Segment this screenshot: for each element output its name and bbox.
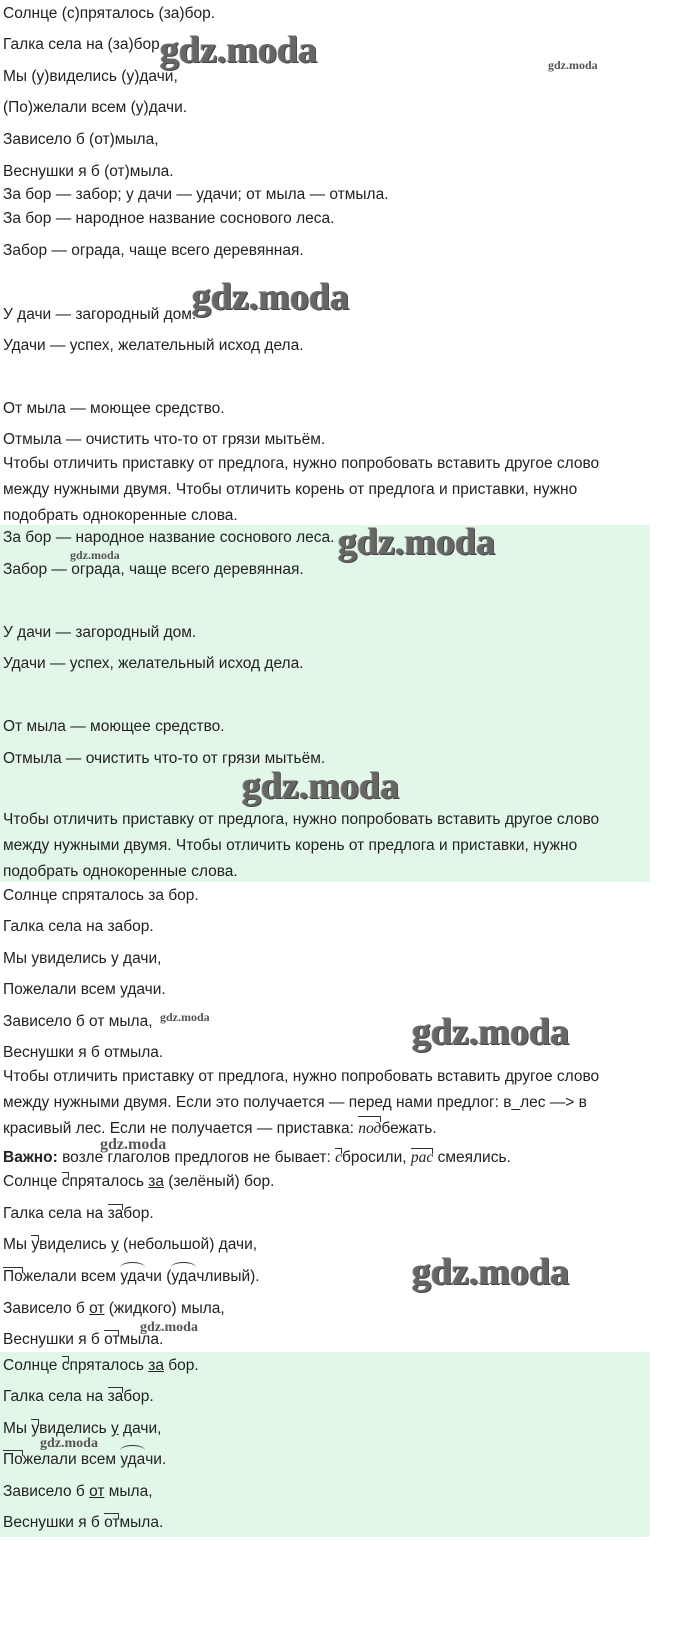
preposition-underline: за bbox=[148, 1357, 164, 1374]
parsed-line: Галка села на забор. bbox=[3, 1388, 154, 1405]
prefix-mark: от bbox=[104, 1514, 120, 1531]
text-line: Зависело б от мыла, bbox=[3, 1013, 153, 1030]
text-line: У дачи — загородный дом. bbox=[3, 306, 197, 323]
text-line: За бор — народное название соснового леса. bbox=[3, 529, 335, 546]
watermark-logo: gdz.moda bbox=[242, 765, 400, 807]
text-line: Солнце (с)пряталось (за)бор. bbox=[3, 5, 216, 22]
text-line: (По)желали всем (у)дачи. bbox=[3, 99, 188, 116]
watermark-logo: gdz.moda bbox=[412, 1011, 570, 1053]
word-part: смеялись. bbox=[437, 1149, 511, 1166]
preposition-underline: от bbox=[89, 1300, 105, 1317]
parsed-line: Пожелали всем удачи (удачливый). bbox=[3, 1268, 260, 1285]
prefix-mark: По bbox=[3, 1268, 23, 1285]
answer-3 bbox=[0, 882, 680, 1352]
root-mark: уда bbox=[120, 1451, 146, 1468]
watermark-logo: gdz.moda bbox=[412, 1251, 570, 1293]
preposition-underline: за bbox=[148, 1173, 164, 1190]
paragraph-text: Чтобы отличить приставку от предлога, нужно попробовать вставить другое слово между нужными двумя. Если это получается — перед нами предлог: в_лес —> в красивый лес. Если не получается — приставка: bbox=[3, 1068, 600, 1137]
rule-paragraph: Чтобы отличить приставку от предлога, нужно попробовать вставить другое слово между нужными двумя. Чтобы отличить корень от предлога и приставки, нужно подобрать однокоренные слова. bbox=[3, 811, 600, 880]
important-text: возле глаголов предлогов не бывает: bbox=[62, 1149, 331, 1166]
prefix-mark: за bbox=[107, 1388, 124, 1405]
prefix-mark: под bbox=[358, 1116, 381, 1142]
answer-1 bbox=[0, 185, 680, 525]
watermark-logo: gdz.moda bbox=[160, 1010, 210, 1024]
parsed-line: Мы увиделись у (небольшой) дачи, bbox=[3, 1236, 258, 1253]
text-line: Веснушки я б отмыла. bbox=[3, 1044, 164, 1061]
watermark-logo: gdz.moda bbox=[192, 276, 350, 318]
watermark-logo: gdz.moda bbox=[160, 29, 318, 71]
parsed-line: Солнце спряталось за (зелёный) бор. bbox=[3, 1173, 275, 1190]
paragraph-end: бежать. bbox=[381, 1120, 437, 1137]
text-line: От мыла — моющее средство. bbox=[3, 400, 225, 417]
watermark-logo: gdz.moda bbox=[100, 1136, 167, 1153]
word-part: бросили, bbox=[342, 1149, 407, 1166]
parsed-line: Галка села на забор. bbox=[3, 1205, 154, 1222]
text-line: Зависело б (от)мыла, bbox=[3, 131, 159, 148]
rule-paragraph bbox=[3, 1064, 643, 1142]
preposition-underline: от bbox=[89, 1483, 105, 1500]
parsed-line: Зависело б от (жидкого) мыла, bbox=[3, 1300, 225, 1317]
watermark-logo: gdz.moda bbox=[338, 521, 496, 563]
text-line: У дачи — загородный дом. bbox=[3, 624, 197, 641]
parsed-line: Пожелали всем удачи. bbox=[3, 1451, 167, 1468]
prefix-mark: от bbox=[104, 1331, 120, 1348]
watermark-logo: gdz.moda bbox=[70, 548, 120, 562]
text-line: Мы (у)виделись (у)дачи, bbox=[3, 68, 178, 85]
rule-paragraph: Чтобы отличить приставку от предлога, нужно попробовать вставить другое слово между нужными двумя. Чтобы отличить корень от предлога и приставки, нужно подобрать однокоренные слова. bbox=[3, 455, 600, 524]
preposition-underline: у bbox=[111, 1420, 119, 1437]
text-line: Галка села на (за)бор. bbox=[3, 36, 165, 53]
parsed-line: Солнце спряталось за бор. bbox=[3, 1357, 199, 1374]
root-mark: уда bbox=[171, 1268, 197, 1285]
text-line: Забор — ограда, чаще всего деревянная. bbox=[3, 561, 304, 578]
answer-2 bbox=[0, 525, 650, 882]
parsed-line: Зависело б от мыла, bbox=[3, 1483, 153, 1500]
text-line: Отмыла — очистить что-то от грязи мытьём. bbox=[3, 750, 326, 767]
text-line: Мы увиделись у дачи, bbox=[3, 950, 162, 967]
prefix-mark: у bbox=[31, 1420, 40, 1437]
parsed-line: Веснушки я б отмыла. bbox=[3, 1331, 164, 1348]
prefix-mark: с bbox=[335, 1149, 343, 1166]
prefix-mark: По bbox=[3, 1451, 23, 1468]
watermark-logo: gdz.moda bbox=[140, 1320, 198, 1335]
parsed-line: Веснушки я б отмыла. bbox=[3, 1514, 164, 1531]
prefix-mark: у bbox=[31, 1236, 40, 1253]
prefix-mark: рас bbox=[410, 1149, 434, 1166]
preposition-underline: у bbox=[111, 1236, 119, 1253]
text-line: Пожелали всем удачи. bbox=[3, 981, 166, 998]
prefix-mark: с bbox=[61, 1357, 70, 1374]
text-line: Солнце спряталось за бор. bbox=[3, 887, 199, 904]
parsed-line: Мы увиделись у дачи, bbox=[3, 1420, 162, 1437]
important-note bbox=[3, 1148, 511, 1168]
important-label: Важно: bbox=[3, 1149, 58, 1166]
text-line: Удачи — успех, желательный исход дела. bbox=[3, 337, 304, 354]
text-line: Галка села на забор. bbox=[3, 918, 154, 935]
task-text bbox=[0, 0, 680, 185]
watermark-logo: gdz.moda bbox=[548, 58, 598, 72]
root-mark: уда bbox=[120, 1268, 146, 1285]
text-line: Забор — ограда, чаще всего деревянная. bbox=[3, 242, 304, 259]
text-line: Удачи — успех, желательный исход дела. bbox=[3, 655, 304, 672]
text-line: За бор — забор; у дачи — удачи; от мыла — отмыла. bbox=[3, 186, 389, 203]
text-line: За бор — народное название соснового леса. bbox=[3, 210, 335, 227]
text-line: Веснушки я б (от)мыла. bbox=[3, 163, 174, 180]
text-line: От мыла — моющее средство. bbox=[3, 718, 225, 735]
text-line: Отмыла — очистить что-то от грязи мытьём. bbox=[3, 431, 326, 448]
prefix-mark: с bbox=[61, 1173, 70, 1190]
prefix-mark: за bbox=[107, 1205, 124, 1222]
watermark-logo: gdz.moda bbox=[40, 1436, 98, 1451]
